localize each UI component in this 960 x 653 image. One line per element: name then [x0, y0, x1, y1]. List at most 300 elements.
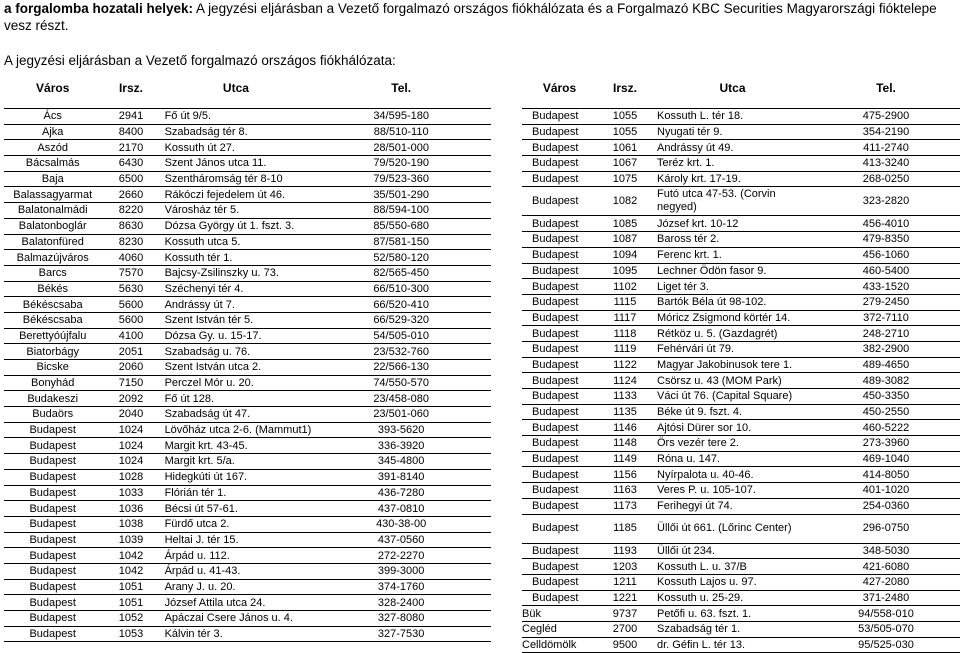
cell-zip: 2700	[597, 621, 653, 637]
cell-tel: 414-8050	[812, 467, 960, 483]
cell-city: Budapest	[522, 326, 597, 342]
cell-tel: 23/458-080	[311, 391, 491, 407]
cell-street: Andrássy út 49.	[653, 140, 812, 156]
cell-zip: 1042	[101, 548, 160, 564]
cell-city: Budapest	[522, 171, 597, 187]
cell-zip: 1211	[597, 574, 653, 590]
cell-tel: 327-8080	[311, 611, 491, 627]
cell-zip: 2040	[101, 407, 160, 423]
cell-city: Budapest	[4, 579, 101, 595]
cell-tel: 427-2080	[812, 574, 960, 590]
cell-city: Budapest	[522, 590, 597, 606]
cell-city: Balatonalmádi	[4, 203, 101, 219]
cell-tel: 53/505-070	[812, 621, 960, 637]
table-row	[4, 438, 491, 454]
cell-street: Városház tér 5.	[161, 203, 312, 219]
table-row	[4, 344, 491, 360]
cell-city: Budapest	[4, 501, 101, 517]
cell-zip: 1075	[597, 171, 653, 187]
cell-city: Budapest	[4, 454, 101, 470]
cell-zip: 1061	[597, 140, 653, 156]
header-street: Utca	[719, 81, 746, 95]
cell-street: Bécsi út 57-61.	[161, 501, 312, 517]
cell-city: Budapest	[522, 232, 597, 248]
cell-street: Dózsa György út 1. fszt. 3.	[161, 218, 312, 234]
cell-street: Margit krt. 43-45.	[161, 438, 312, 454]
cell-tel: 74/550-570	[311, 375, 491, 391]
cell-street: Szabadság út 47.	[161, 407, 312, 423]
cell-street: dr. Géfin L. tér 13.	[653, 637, 812, 653]
cell-zip: 7570	[101, 265, 160, 281]
cell-street: Rákóczi fejedelem út 46.	[161, 187, 312, 203]
table-row	[522, 574, 960, 590]
table-row	[522, 498, 960, 514]
cell-zip: 5600	[101, 312, 160, 328]
intro-paragraph	[4, 0, 960, 34]
cell-city: Celldömölk	[522, 637, 597, 653]
cell-city: Budapest	[4, 595, 101, 611]
table-row	[4, 532, 491, 548]
cell-street: Kossuth L. tér 18.	[653, 109, 812, 125]
cell-zip: 1039	[101, 532, 160, 548]
table-row	[4, 156, 491, 172]
cell-city: Budapest	[522, 373, 597, 389]
cell-tel: 23/501-060	[311, 407, 491, 423]
cell-tel: 450-3350	[812, 389, 960, 405]
cell-street: Veres P. u. 105-107.	[653, 483, 812, 499]
table-header-row	[4, 78, 491, 98]
table-body-left	[4, 109, 491, 642]
cell-city: Biatorbágy	[4, 344, 101, 360]
cell-street: Baross tér 2.	[653, 232, 812, 248]
cell-zip: 1221	[597, 590, 653, 606]
table-row	[522, 420, 960, 436]
cell-tel: 95/525-030	[812, 637, 960, 653]
cell-city: Békéscsaba	[4, 297, 101, 313]
table-row	[4, 548, 491, 564]
cell-street: Üllői út 234.	[653, 543, 812, 559]
table-row	[4, 250, 491, 266]
table-row	[522, 279, 960, 295]
table-row	[522, 326, 960, 342]
cell-tel: 85/550-680	[311, 218, 491, 234]
cell-zip: 2941	[101, 109, 160, 125]
table-row	[522, 263, 960, 279]
branch-table-left	[4, 78, 491, 642]
cell-tel: 323-2820	[812, 187, 960, 216]
cell-city: Bácsalmás	[4, 156, 101, 172]
table-row	[4, 140, 491, 156]
cell-street: Liget tér 3.	[653, 279, 812, 295]
cell-tel: 94/558-010	[812, 606, 960, 622]
cell-zip: 1055	[597, 124, 653, 140]
table-row	[522, 483, 960, 499]
cell-city: Budapest	[522, 389, 597, 405]
cell-street: Arany J. u. 20.	[161, 579, 312, 595]
cell-zip: 2051	[101, 344, 160, 360]
cell-city: Budakeszi	[4, 391, 101, 407]
cell-street: Nyugati tér 9.	[653, 124, 812, 140]
cell-zip: 2060	[101, 360, 160, 376]
cell-tel: 437-0810	[311, 501, 491, 517]
cell-tel: 336-3920	[311, 438, 491, 454]
cell-tel: 296-0750	[812, 514, 960, 543]
cell-street: Kossuth L. u. 37/B	[653, 559, 812, 575]
table-row	[522, 621, 960, 637]
cell-zip: 1051	[101, 579, 160, 595]
cell-zip: 1148	[597, 436, 653, 452]
cell-city: Budapest	[4, 548, 101, 564]
cell-tel: 28/501-000	[311, 140, 491, 156]
cell-zip: 1115	[597, 294, 653, 310]
cell-tel: 273-3960	[812, 436, 960, 452]
cell-street: Ferihegyi út 74.	[653, 498, 812, 514]
table-row	[522, 156, 960, 172]
cell-zip: 6500	[101, 171, 160, 187]
table-header-row	[522, 78, 960, 98]
cell-city: Budapest	[4, 469, 101, 485]
header-street: Utca	[222, 81, 249, 95]
cell-city: Budapest	[522, 156, 597, 172]
cell-tel: 35/501-290	[311, 187, 491, 203]
table-row	[4, 626, 491, 642]
cell-tel: 479-8350	[812, 232, 960, 248]
table-row	[522, 606, 960, 622]
table-row	[4, 171, 491, 187]
cell-street: Fő út 9/5.	[161, 109, 312, 125]
cell-city: Budapest	[4, 532, 101, 548]
cell-city: Bonyhád	[4, 375, 101, 391]
cell-city: Békéscsaba	[4, 312, 101, 328]
cell-zip: 1122	[597, 357, 653, 373]
cell-tel: 460-5400	[812, 263, 960, 279]
cell-zip: 2660	[101, 187, 160, 203]
cell-street: Váci út 76. (Capital Square)	[653, 389, 812, 405]
cell-zip: 1163	[597, 483, 653, 499]
table-row	[522, 140, 960, 156]
cell-zip: 1156	[597, 467, 653, 483]
cell-city: Budapest	[522, 279, 597, 295]
cell-zip: 1124	[597, 373, 653, 389]
cell-zip: 8220	[101, 203, 160, 219]
cell-city: Budapest	[522, 498, 597, 514]
cell-city: Cegléd	[522, 621, 597, 637]
table-row	[4, 407, 491, 423]
header-zip: Irsz.	[118, 81, 143, 95]
cell-zip: 1033	[101, 485, 160, 501]
cell-street: Ajtósi Dürer sor 10.	[653, 420, 812, 436]
table-row	[4, 579, 491, 595]
cell-city: Aszód	[4, 140, 101, 156]
table-row	[4, 516, 491, 532]
cell-street: Bartók Béla út 98-102.	[653, 294, 812, 310]
cell-zip: 1036	[101, 501, 160, 517]
cell-zip: 1146	[597, 420, 653, 436]
cell-zip: 1117	[597, 310, 653, 326]
cell-tel: 279-2450	[812, 294, 960, 310]
table-row	[522, 590, 960, 606]
intro-text: A jegyzési eljárásban a Vezető forgalmazó országos fiókhálózata és a Forgalmazó KBC Securities Magyarországi fióktelepe vesz részt.	[4, 1, 937, 33]
table-row	[4, 485, 491, 501]
cell-zip: 1102	[597, 279, 653, 295]
table-row	[522, 637, 960, 653]
cell-zip: 8400	[101, 124, 160, 140]
table-row	[4, 297, 491, 313]
cell-zip: 1028	[101, 469, 160, 485]
cell-city: Berettyóújfalu	[4, 328, 101, 344]
table-row	[4, 454, 491, 470]
cell-tel: 421-6080	[812, 559, 960, 575]
cell-zip: 8630	[101, 218, 160, 234]
cell-street: Magyar Jakobinusok tere 1.	[653, 357, 812, 373]
header-tel: Tel.	[391, 81, 412, 95]
cell-city: Budapest	[4, 485, 101, 501]
cell-street: Üllői út 661. (Lőrinc Center)	[653, 514, 812, 543]
cell-city: Budapest	[522, 514, 597, 543]
table-row	[4, 501, 491, 517]
cell-tel: 489-4650	[812, 357, 960, 373]
cell-street: Szabadság tér 8.	[161, 124, 312, 140]
cell-tel: 34/595-180	[311, 109, 491, 125]
cell-city: Balatonfüred	[4, 234, 101, 250]
cell-tel: 22/566-130	[311, 360, 491, 376]
cell-tel: 66/529-320	[311, 312, 491, 328]
header-tel: Tel.	[876, 81, 896, 95]
cell-street: Kossuth Lajos u. 97.	[653, 574, 812, 590]
cell-zip: 1042	[101, 563, 160, 579]
header-zip: Irsz.	[612, 81, 637, 95]
cell-street: Nyírpalota u. 40-46.	[653, 467, 812, 483]
cell-city: Budapest	[522, 310, 597, 326]
cell-city: Budapest	[522, 559, 597, 575]
table-row	[522, 109, 960, 125]
table-row	[522, 171, 960, 187]
cell-street: Szabadság u. 76.	[161, 344, 312, 360]
cell-tel: 460-5222	[812, 420, 960, 436]
cell-street: Kossuth u. 25-29.	[653, 590, 812, 606]
cell-tel: 66/510-300	[311, 281, 491, 297]
cell-city: Budapest	[4, 611, 101, 627]
table-row	[4, 187, 491, 203]
cell-street: Heltai J. tér 15.	[161, 532, 312, 548]
cell-tel: 436-7280	[311, 485, 491, 501]
cell-tel: 456-1060	[812, 247, 960, 263]
table-row	[522, 404, 960, 420]
table-row	[4, 234, 491, 250]
cell-zip: 1119	[597, 341, 653, 357]
cell-zip: 9500	[597, 637, 653, 653]
table-row	[522, 373, 960, 389]
cell-street: Rétköz u. 5. (Gazdagrét)	[653, 326, 812, 342]
table-row	[522, 543, 960, 559]
table-row	[522, 451, 960, 467]
cell-zip: 1149	[597, 451, 653, 467]
cell-city: Budapest	[522, 140, 597, 156]
table-row	[4, 360, 491, 376]
cell-zip: 1053	[101, 626, 160, 642]
cell-city: Budapest	[522, 216, 597, 232]
cell-tel: 413-3240	[812, 156, 960, 172]
table-row	[522, 124, 960, 140]
cell-zip: 1185	[597, 514, 653, 543]
cell-tel: 401-1020	[812, 483, 960, 499]
cell-zip: 1193	[597, 543, 653, 559]
cell-zip: 1173	[597, 498, 653, 514]
cell-city: Budapest	[522, 124, 597, 140]
table-row	[4, 469, 491, 485]
table-row	[4, 109, 491, 125]
cell-street: Fő út 128.	[161, 391, 312, 407]
cell-tel: 354-2190	[812, 124, 960, 140]
cell-street: Fehérvári út 79.	[653, 341, 812, 357]
table-row	[4, 391, 491, 407]
cell-zip: 1082	[597, 187, 653, 216]
cell-tel: 393-5620	[311, 422, 491, 438]
table-row	[522, 559, 960, 575]
cell-tel: 272-2270	[311, 548, 491, 564]
cell-tel: 327-7530	[311, 626, 491, 642]
cell-tel: 66/520-410	[311, 297, 491, 313]
table-row	[522, 436, 960, 452]
cell-zip: 8230	[101, 234, 160, 250]
cell-city: Budaörs	[4, 407, 101, 423]
cell-street: Szent István tér 5.	[161, 312, 312, 328]
cell-zip: 1024	[101, 438, 160, 454]
cell-street: Margit krt. 5/a.	[161, 454, 312, 470]
cell-city: Békés	[4, 281, 101, 297]
cell-street: Lechner Ödön fasor 9.	[653, 263, 812, 279]
cell-tel: 437-0560	[311, 532, 491, 548]
cell-tel: 254-0360	[812, 498, 960, 514]
cell-tel: 328-2400	[311, 595, 491, 611]
cell-street: Örs vezér tere 2.	[653, 436, 812, 452]
cell-city: Budapest	[522, 263, 597, 279]
table-row	[522, 187, 960, 216]
intro-bold-label: a forgalomba hozatali helyek:	[4, 1, 194, 16]
cell-zip: 1067	[597, 156, 653, 172]
branch-table-right	[522, 78, 960, 653]
cell-zip: 1135	[597, 404, 653, 420]
table-row	[4, 595, 491, 611]
cell-street: Bajcsy-Zsilinszky u. 73.	[161, 265, 312, 281]
cell-street: Árpád u. 41-43.	[161, 563, 312, 579]
cell-zip: 1118	[597, 326, 653, 342]
cell-tel: 374-1760	[311, 579, 491, 595]
table-row	[522, 389, 960, 405]
table-row	[4, 218, 491, 234]
cell-city: Balatonboglár	[4, 218, 101, 234]
cell-zip: 1024	[101, 422, 160, 438]
cell-tel: 371-2480	[812, 590, 960, 606]
cell-tel: 489-3082	[812, 373, 960, 389]
cell-tel: 450-2550	[812, 404, 960, 420]
cell-zip: 5630	[101, 281, 160, 297]
cell-street: Szentháromság tér 8-10	[161, 171, 312, 187]
cell-tel: 430-38-00	[311, 516, 491, 532]
cell-tel: 345-4800	[311, 454, 491, 470]
header-city: Város	[542, 81, 577, 95]
table-row	[4, 265, 491, 281]
cell-tel: 87/581-150	[311, 234, 491, 250]
table-row	[4, 328, 491, 344]
cell-tel: 54/505-010	[311, 328, 491, 344]
header-city: Város	[36, 81, 70, 95]
table-row	[4, 422, 491, 438]
cell-city: Budapest	[522, 483, 597, 499]
cell-zip: 1095	[597, 263, 653, 279]
cell-zip: 1094	[597, 247, 653, 263]
cell-tel: 391-8140	[311, 469, 491, 485]
cell-zip: 7150	[101, 375, 160, 391]
cell-tel: 79/520-190	[311, 156, 491, 172]
cell-tel: 82/565-450	[311, 265, 491, 281]
cell-city: Budapest	[522, 247, 597, 263]
cell-city: Budapest	[4, 563, 101, 579]
table-row	[522, 247, 960, 263]
cell-zip: 4100	[101, 328, 160, 344]
cell-city: Budapest	[522, 357, 597, 373]
cell-city: Budapest	[522, 187, 597, 216]
cell-city: Budapest	[522, 467, 597, 483]
cell-zip: 4060	[101, 250, 160, 266]
cell-street: Ferenc krt. 1.	[653, 247, 812, 263]
table-row	[4, 375, 491, 391]
table-row	[522, 514, 960, 543]
cell-tel: 433-1520	[812, 279, 960, 295]
cell-city: Ajka	[4, 124, 101, 140]
cell-street: József Attila utca 24.	[161, 595, 312, 611]
table-row	[4, 124, 491, 140]
cell-street: Szent István utca 2.	[161, 360, 312, 376]
cell-street: Apáczai Csere János u. 4.	[161, 611, 312, 627]
cell-tel: 23/532-760	[311, 344, 491, 360]
table-row	[522, 357, 960, 373]
cell-tel: 79/523-360	[311, 171, 491, 187]
cell-tel: 475-2900	[812, 109, 960, 125]
cell-tel: 372-7110	[812, 310, 960, 326]
cell-street: Hidegkúti út 167.	[161, 469, 312, 485]
cell-city: Budapest	[522, 109, 597, 125]
cell-street: Futó utca 47-53. (Corvin negyed)	[653, 187, 812, 216]
table-row	[4, 563, 491, 579]
cell-street: Béke út 9. fszt. 4.	[653, 404, 812, 420]
cell-zip: 6430	[101, 156, 160, 172]
cell-street: Móricz Zsigmond körtér 14.	[653, 310, 812, 326]
cell-city: Balmazújváros	[4, 250, 101, 266]
table-row	[522, 232, 960, 248]
cell-tel: 382-2900	[812, 341, 960, 357]
table-row	[522, 216, 960, 232]
cell-zip: 5600	[101, 297, 160, 313]
cell-city: Baja	[4, 171, 101, 187]
cell-city: Budapest	[4, 626, 101, 642]
cell-tel: 348-5030	[812, 543, 960, 559]
cell-zip: 1085	[597, 216, 653, 232]
cell-tel: 248-2710	[812, 326, 960, 342]
cell-city: Barcs	[4, 265, 101, 281]
cell-city: Budapest	[522, 341, 597, 357]
cell-zip: 1051	[101, 595, 160, 611]
cell-city: Budapest	[522, 404, 597, 420]
cell-city: Ács	[4, 109, 101, 125]
table-row	[522, 341, 960, 357]
cell-street: Károly krt. 17-19.	[653, 171, 812, 187]
cell-tel: 411-2740	[812, 140, 960, 156]
cell-city: Budapest	[522, 543, 597, 559]
cell-street: Szent János utca 11.	[161, 156, 312, 172]
cell-city: Balassagyarmat	[4, 187, 101, 203]
cell-street: Széchenyi tér 4.	[161, 281, 312, 297]
